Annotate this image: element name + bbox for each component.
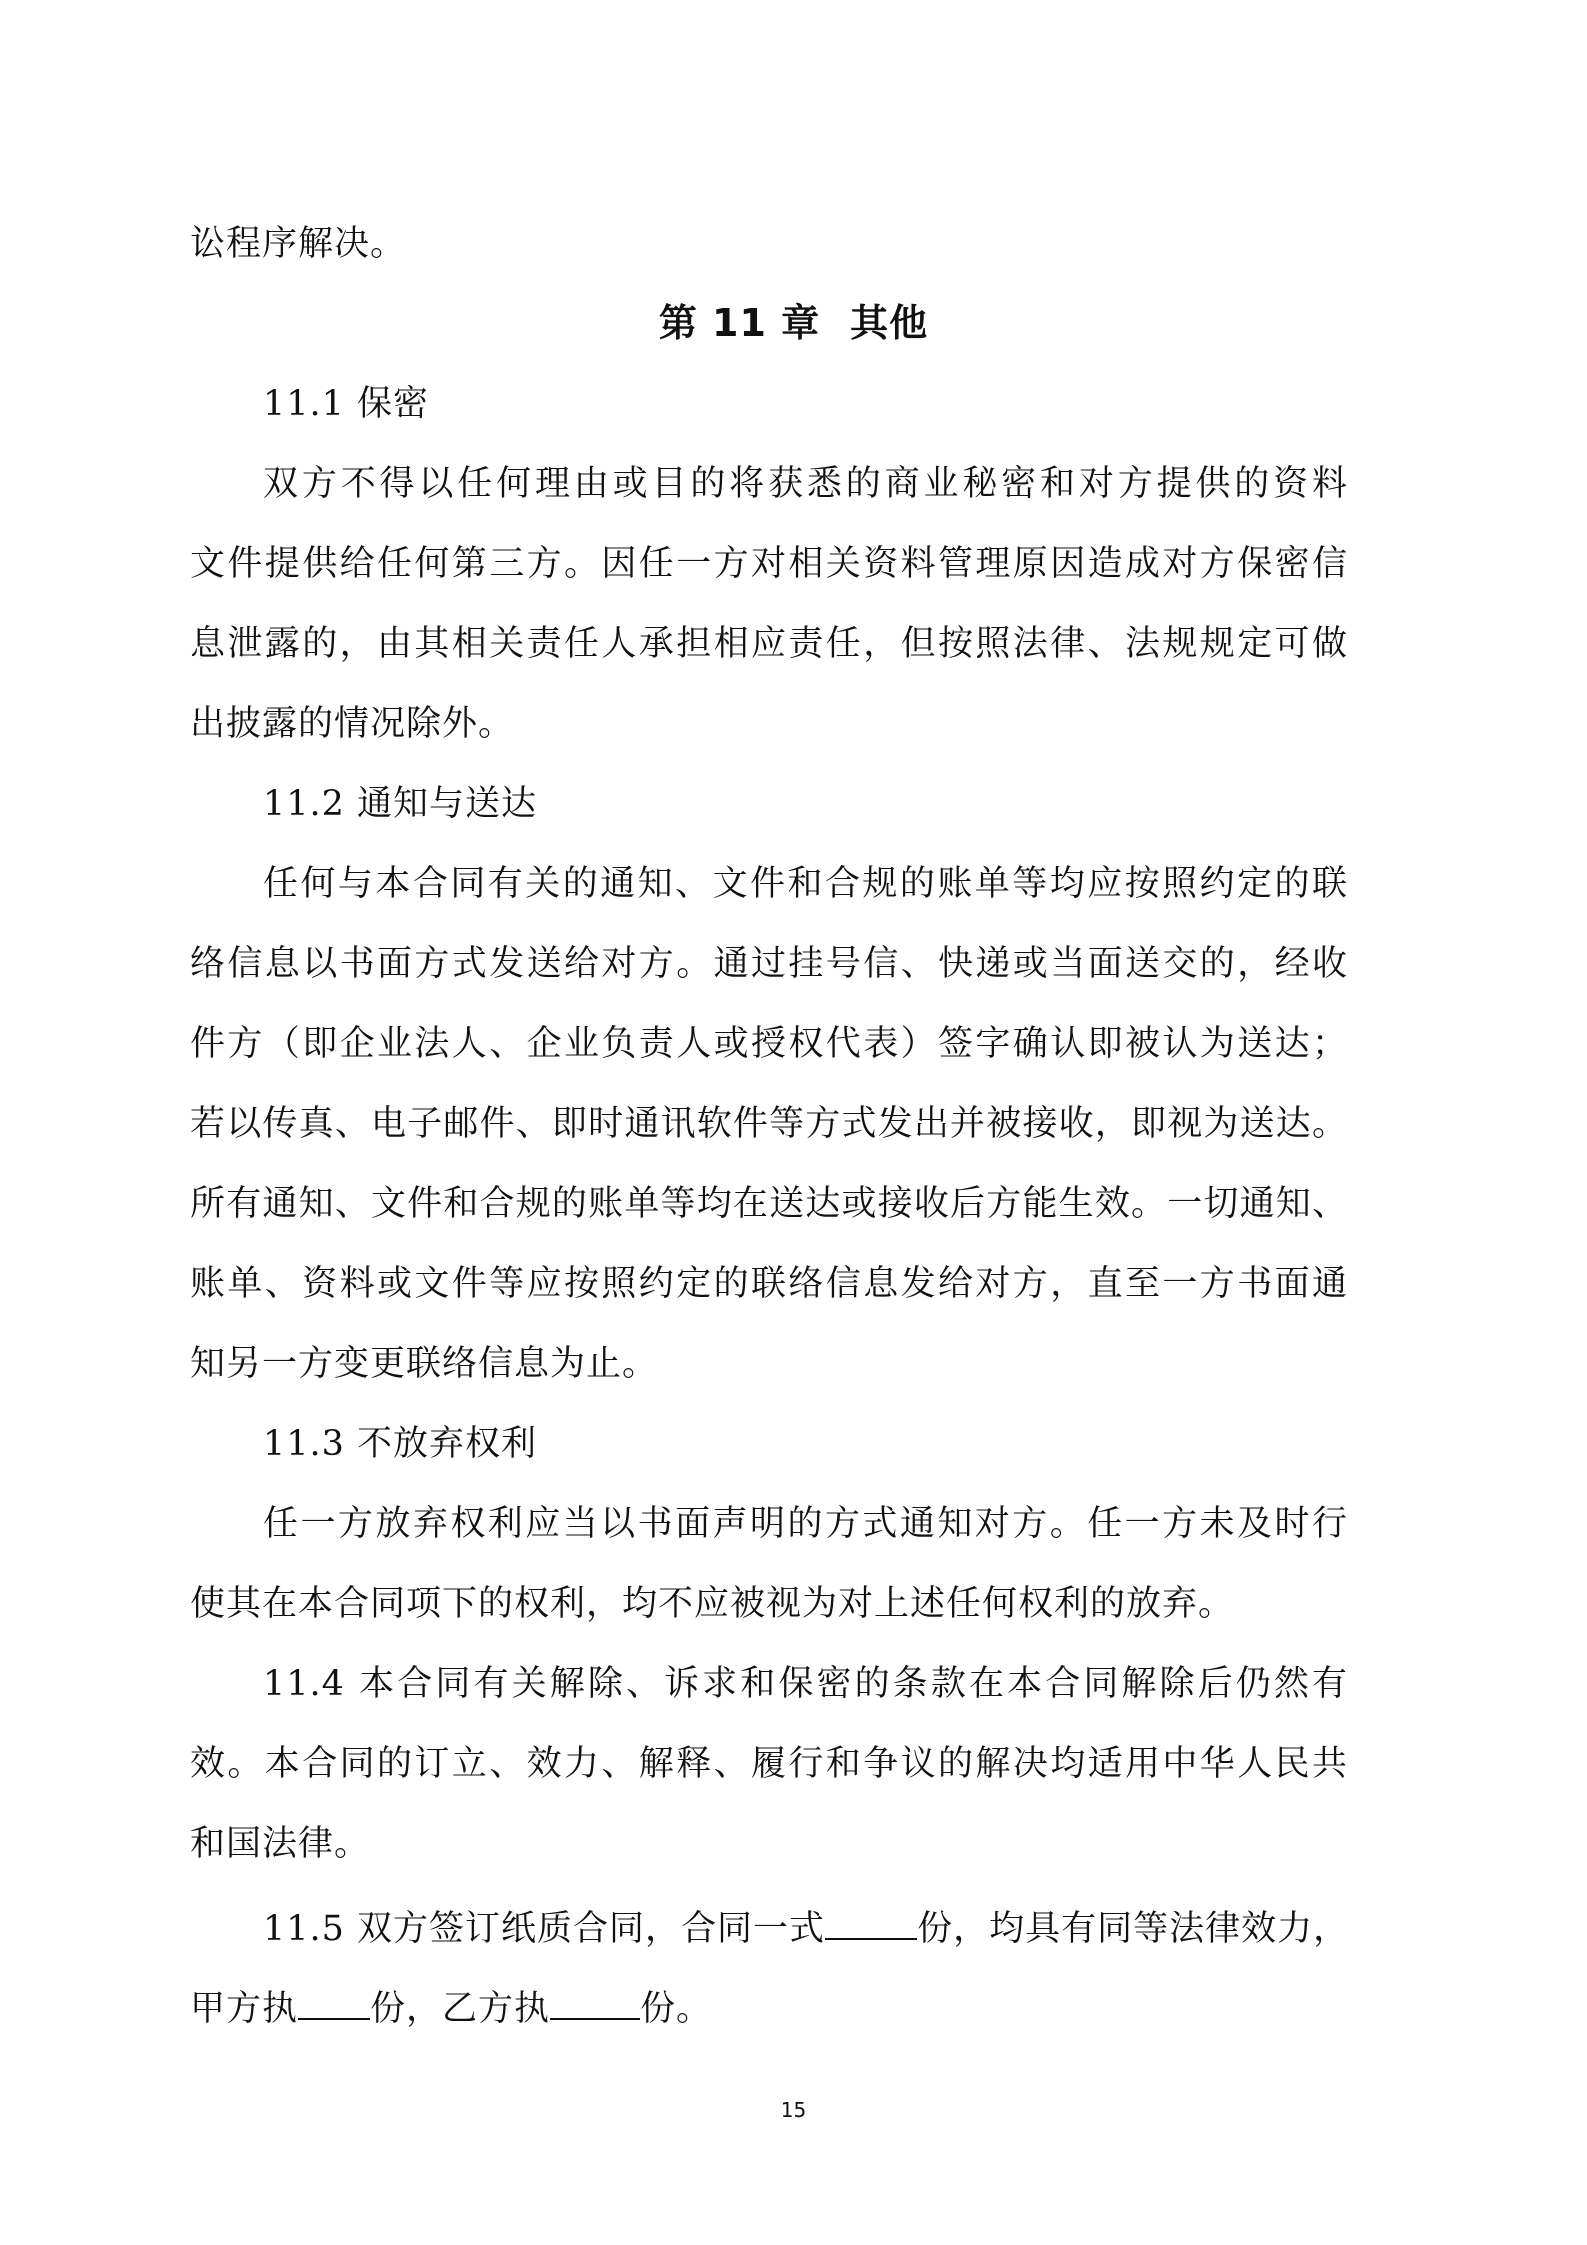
copies-total-blank[interactable] xyxy=(825,1904,917,1940)
clause-text: 份，乙方执 xyxy=(370,1989,551,2029)
paragraph-line xyxy=(190,1984,1350,2029)
party-a-copies-blank[interactable] xyxy=(298,1984,370,2020)
paragraph-line: 账单、资料或文件等应按照约定的联络信息发给对方，直至一方书面通 xyxy=(190,1264,1348,1304)
paragraph-line: 和国法律。 xyxy=(190,1824,371,1864)
clause-text: 份，均具有同等法律效力， xyxy=(917,1909,1350,1949)
section-heading: 11.3 不放弃权利 xyxy=(263,1424,538,1464)
paragraph-line: 双方不得以任何理由或目的将获悉的商业秘密和对方提供的资料 xyxy=(263,464,1348,504)
paragraph-line: 使其在本合同项下的权利，均不应被视为对上述任何权利的放弃。 xyxy=(190,1584,1235,1624)
chapter-title: 其他 xyxy=(850,301,929,345)
paragraph-line xyxy=(263,1904,1348,1949)
paragraph-line: 若以传真、电子邮件、即时通讯软件等方式发出并被接收，即视为送达。 xyxy=(190,1104,1348,1144)
clause-text: 11.5 双方签订纸质合同，合同一式 xyxy=(263,1909,826,1949)
section-heading: 11.1 保密 xyxy=(263,384,430,424)
paragraph-line: 所有通知、文件和合规的账单等均在送达或接收后方能生效。一切通知、 xyxy=(190,1184,1348,1224)
paragraph-line: 件方（即企业法人、企业负责人或授权代表）签字确认即被认为送达； xyxy=(190,1024,1348,1064)
paragraph-line: 效。本合同的订立、效力、解释、履行和争议的解决均适用中华人民共 xyxy=(190,1744,1348,1784)
paragraph-line: 出披露的情况除外。 xyxy=(190,704,515,744)
section-heading: 11.2 通知与送达 xyxy=(263,784,538,824)
clause-text: 份。 xyxy=(640,1989,713,2029)
paragraph-line: 息泄露的，由其相关责任人承担相应责任，但按照法律、法规规定可做 xyxy=(190,624,1348,664)
page-number: 15 xyxy=(780,2098,807,2122)
paragraph-line: 任一方放弃权利应当以书面声明的方式通知对方。任一方未及时行 xyxy=(263,1504,1348,1544)
chapter-number: 第 11 章 xyxy=(658,301,821,345)
paragraph-line: 讼程序解决。 xyxy=(190,224,407,264)
paragraph-line: 文件提供给任何第三方。因任一方对相关资料管理原因造成对方保密信 xyxy=(190,544,1348,584)
paragraph-line: 知另一方变更联络信息为止。 xyxy=(190,1344,659,1384)
party-b-copies-blank[interactable] xyxy=(550,1984,640,2020)
paragraph-line: 络信息以书面方式发送给对方。通过挂号信、快递或当面送交的，经收 xyxy=(190,944,1348,984)
paragraph-line: 任何与本合同有关的通知、文件和合规的账单等均应按照约定的联 xyxy=(263,864,1348,904)
clause-text: 甲方执 xyxy=(190,1989,299,2029)
chapter-heading xyxy=(0,300,1587,346)
paragraph-line: 11.4 本合同有关解除、诉求和保密的条款在本合同解除后仍然有 xyxy=(263,1664,1348,1704)
